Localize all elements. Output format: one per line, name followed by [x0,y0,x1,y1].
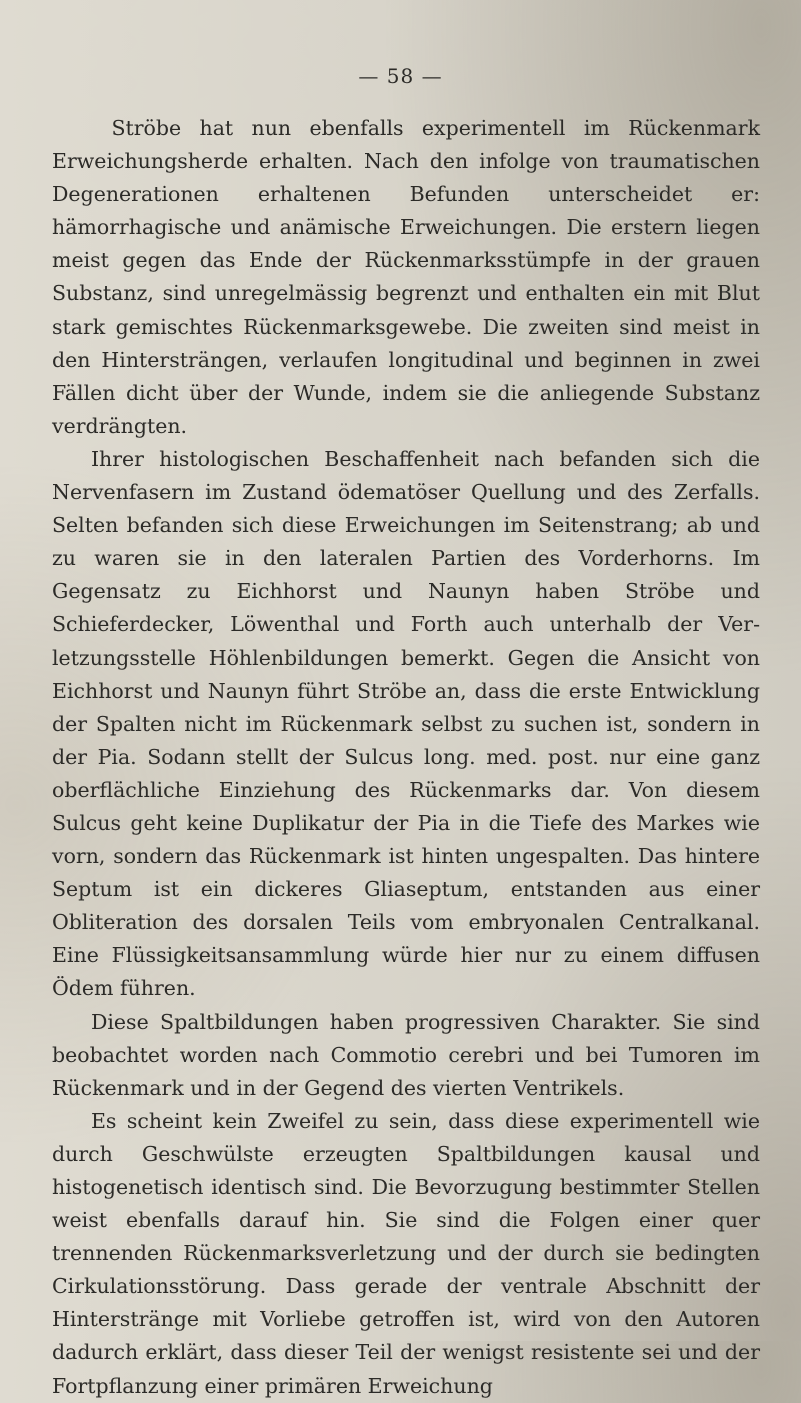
body-text [52,112,760,1403]
paragraph-2: Ihrer histologischen Beschaffenheit nach befanden sich die Nervenfasern im Zustand ödematöser Quellung und des Zerfalls. Selten befanden sich diese Erweichungen im Seitenstrang; ab und zu waren sie in den lateralen Partien des Vorderhorns. Im Gegensatz zu Eichhorst und Naunyn haben Ströbe und Schieferdecker, Löwenthal und Forth auch unterhalb der Verletzungsstelle Höhlenbildungen bemerkt. Gegen die Ansicht von Eichhorst und Naunyn führt Ströbe an, dass die erste Entwicklung der Spalten nicht im Rückenmark selbst zu suchen ist, sondern in der Pia. Sodann stellt der Sulcus long. med. post. nur eine ganz oberflächliche Einziehung des Rückenmarks dar. Von diesem Sulcus geht keine Duplikatur der Pia in die Tiefe des Markes wie vorn, sondern das Rückenmark ist hinten ungespalten. Das hintere Septum ist ein dickeres Gliaseptum, entstanden aus einer Obliteration des dorsalen Teils vom embryonalen Centralkanal. Eine Flüssigkeitsansammlung würde hier nur zu einem diffusen Ödem führen. [52,446,760,1001]
paragraph-3: Diese Spaltbildungen haben progressiven Charakter. Sie sind beobachtet worden nach Commotio cerebri und bei Tumoren im Rückenmark und in der Gegend des vierten Ventrikels. [52,1009,760,1100]
page-number: — 58 — [358,64,443,88]
paragraph-4: Es scheint kein Zweifel zu sein, dass diese experimentell wie durch Geschwülste erzeugten Spaltbildungen kausal und histogenetisch identisch sind. Die Bevorzugung bestimmter Stellen weist ebenfalls darauf hin. Sie sind die Folgen einer quer trennenden Rückenmarksverletzung und der durch sie bedingten Cirkulationsstörung. Dass gerade der ventrale Abschnitt der Hinterstränge mit Vorliebe getroffen ist, wird von den Autoren dadurch erklärt, dass dieser Teil der wenigst resistente sei und der Fortpflanzung einer primären Erweichung [52,1108,760,1398]
paragraph-1: Ströbe hat nun ebenfalls experimentell im Rückenmark Erweichungsherde erhalten. Nach den infolge von traumatischen Degenerationen erhaltenen Befunden unterscheidet er: hämorrhagische und anämische Erweichungen. Die erstern liegen meist gegen das Ende der Rückenmarksstümpfe in der grauen Substanz, sind unregelmässig begrenzt und enthalten ein mit Blut stark gemischtes Rückenmarksgewebe. Die zweiten sind meist in den Hintersträngen, verlaufen longitudinal und beginnen in zwei Fällen dicht über der Wunde, indem sie die anliegende Substanz verdrängten. [52,116,760,438]
